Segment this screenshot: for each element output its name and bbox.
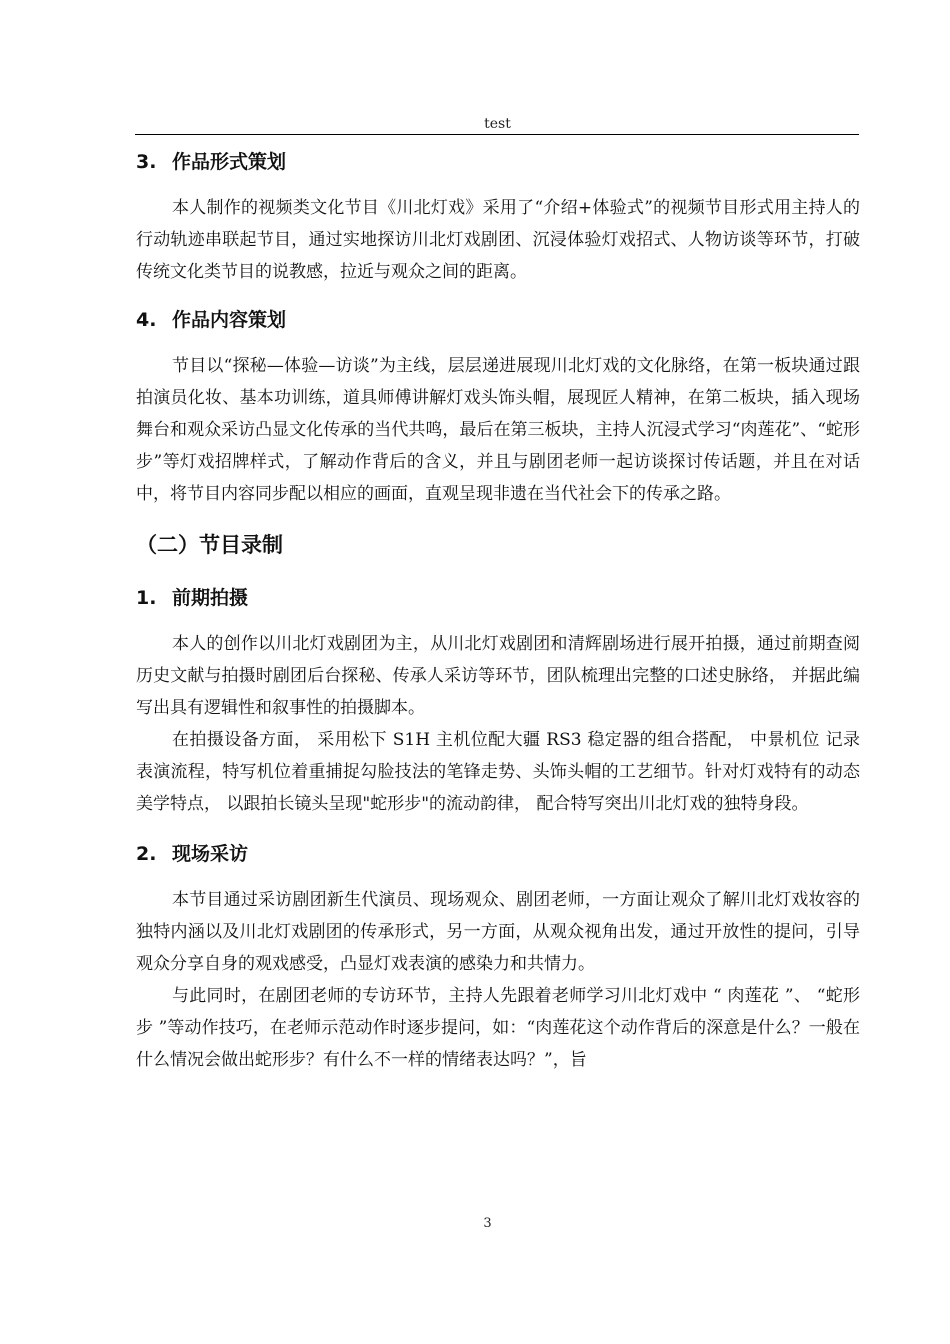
- paragraph-pre-shooting-1: 本人的创作以川北灯戏剧团为主，从川北灯戏剧团和清辉剧场进行展开拍摄，通过前期查阅历史文献与拍摄时剧团后台探秘、传承人采访等环节，团队梳理出完整的口述史脉络， 并据此编写出具有逻辑性和叙事性的拍摄脚本。: [136, 634, 860, 718]
- paragraph-pre-shooting-2: 在拍摄设备方面， 采用松下 S1H 主机位配大疆 RS3 稳定器的组合搭配， 中景机位 记录表演流程，特写机位着重捕捉勾脸技法的笔锋走势、头饰头帽的工艺细节。针对灯戏特有的动态美学特点， 以跟拍长镜头呈现"蛇形步"的流动韵律， 配合特写突出川北灯戏的独特身段。: [136, 730, 860, 814]
- heading-text: 现场采访: [172, 843, 249, 865]
- heading-form-planning: [136, 146, 860, 178]
- heading-number: 2.: [136, 843, 157, 865]
- heading-number: 3.: [136, 151, 157, 173]
- header-divider: [135, 134, 859, 135]
- paragraph-content-planning: 节目以“探秘—体验—访谈”为主线，层层递进展现川北灯戏的文化脉络，在第一板块通过跟拍演员化妆、基本功训练，道具师傅讲解灯戏头饰头帽，展现匠人精神，在第二板块，插入现场舞台和观众采访凸显文化传承的当代共鸣，最后在第三板块，主持人沉浸式学习“肉莲花”、“蛇形步”等灯戏招牌样式，了解动作背后的含义，并且与剧团老师一起访谈探讨传话题，并且在对话中，将节目内容同步配以相应的画面，直观呈现非遗在当代社会下的传承之路。: [136, 356, 860, 504]
- heading-pre-shooting: [136, 582, 860, 614]
- heading-number: 1.: [136, 587, 157, 609]
- running-header: test: [484, 116, 511, 132]
- section-heading-program-recording: （二）节目录制: [136, 533, 283, 557]
- page-body: [136, 146, 860, 1076]
- page-number: 3: [483, 1216, 492, 1231]
- heading-on-site-interview: [136, 838, 860, 870]
- heading-content-planning: [136, 304, 860, 336]
- heading-text: 作品形式策划: [172, 151, 287, 173]
- paragraph-form-planning: 本人制作的视频类文化节目《川北灯戏》采用了“介绍+体验式”的视频节目形式用主持人的行动轨迹串联起节目，通过实地探访川北灯戏剧团、沉浸体验灯戏招式、人物访谈等环节，打破传统文化类节目的说教感，拉近与观众之间的距离。: [136, 198, 860, 282]
- heading-number: 4.: [136, 309, 157, 331]
- heading-text: 作品内容策划: [172, 309, 287, 331]
- paragraph-interview-1: 本节目通过采访剧团新生代演员、现场观众、剧团老师，一方面让观众了解川北灯戏妆容的独特内涵以及川北灯戏剧团的传承形式，另一方面，从观众视角出发，通过开放性的提问，引导观众分享自身的观戏感受，凸显灯戏表演的感染力和共情力。: [136, 890, 860, 974]
- paragraph-interview-2: 与此同时，在剧团老师的专访环节，主持人先跟着老师学习川北灯戏中 “ 肉莲花 ”、 “蛇形步 ”等动作技巧，在老师示范动作时逐步提问，如：“肉莲花这个动作背后的深意是什么？一般在什么情况会做出蛇形步？有什么不一样的情绪表达吗？”，旨: [136, 986, 860, 1070]
- heading-text: 前期拍摄: [172, 587, 249, 609]
